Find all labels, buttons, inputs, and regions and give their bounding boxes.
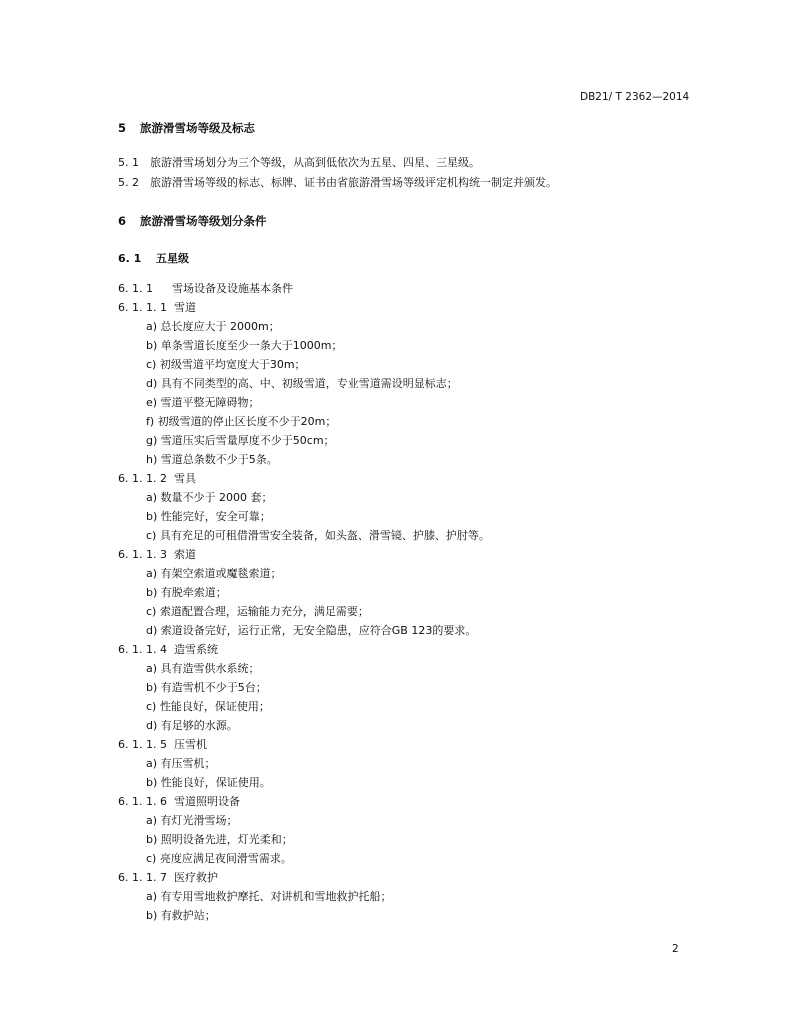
clause-heading: [118, 795, 240, 809]
list-item: d) 有足够的水源。: [146, 719, 238, 732]
list-item: g) 雪道压实后雪量厚度不少于50cm；: [146, 434, 335, 447]
subsection-title: 雪场设备及设施基本条件: [172, 282, 293, 295]
clause-number: 6. 1. 1. 4: [118, 643, 167, 656]
list-item: a) 有架空索道或魔毯索道；: [146, 567, 282, 580]
list-item: e) 雪道平整无障碍物；: [146, 396, 260, 409]
list-item: b) 性能完好，安全可靠；: [146, 510, 271, 523]
list-item: a) 数量不少于 2000 套；: [146, 491, 273, 504]
clause-title: 雪道: [174, 301, 196, 314]
clause-text: 旅游滑雪场划分为三个等级，从高到低依次为五星、四星、三星级。: [150, 156, 480, 169]
list-item: c) 亮度应满足夜间滑雪需求。: [146, 852, 292, 865]
list-item: d) 具有不同类型的高、中、初级雪道，专业雪道需设明显标志；: [146, 377, 458, 390]
section-number: 6: [118, 214, 127, 228]
clause-number: 6. 1. 1. 2: [118, 472, 167, 485]
list-item: a) 总长度应大于 2000m；: [146, 320, 280, 333]
clause-number: 6. 1. 1. 5: [118, 738, 167, 751]
list-item: h) 雪道总条数不少于5条。: [146, 453, 278, 466]
clause-heading: [118, 643, 218, 657]
list-item: c) 性能良好，保证使用；: [146, 700, 270, 713]
clause-title: 雪道照明设备: [174, 795, 240, 808]
list-item: f) 初级雪道的停止区长度不少于20m；: [146, 415, 337, 428]
clause-heading: [118, 301, 196, 315]
list-item: b) 有救护站；: [146, 909, 216, 922]
list-item: a) 有压雪机；: [146, 757, 216, 770]
clause-title: 压雪机: [174, 738, 207, 751]
document-code: DB21/ T 2362—2014: [580, 91, 690, 103]
clause-number: 6. 1. 1. 3: [118, 548, 167, 561]
list-item: c) 具有充足的可租借滑雪安全装备，如头盔、滑雪镜、护膝、护肘等。: [146, 529, 490, 542]
clause-5-1: [118, 156, 480, 170]
list-item: a) 具有造雪供水系统；: [146, 662, 260, 675]
list-item: b) 有脱牵索道；: [146, 586, 227, 599]
page-number: 2: [672, 943, 679, 955]
section-number: 5: [118, 121, 127, 135]
subsection-number: 6. 1. 1: [118, 282, 153, 295]
list-item: c) 初级雪道平均宽度大于30m；: [146, 358, 306, 371]
list-item: b) 照明设备先进，灯光柔和；: [146, 833, 293, 846]
clause-number: 5. 1: [118, 156, 139, 169]
list-item: d) 索道设备完好，运行正常，无安全隐患，应符合GB 123的要求。: [146, 624, 477, 637]
clause-heading: [118, 871, 218, 885]
clause-number: 6. 1. 1. 7: [118, 871, 167, 884]
list-item: a) 有专用雪地救护摩托、对讲机和雪地救护托船；: [146, 890, 392, 903]
clause-title: 雪具: [174, 472, 196, 485]
list-item: b) 性能良好，保证使用。: [146, 776, 271, 789]
clause-number: 6. 1. 1. 6: [118, 795, 167, 808]
section-title: 旅游滑雪场等级及标志: [140, 121, 256, 135]
list-item: c) 索道配置合理，运输能力充分，满足需要；: [146, 605, 369, 618]
clause-title: 医疗救护: [174, 871, 218, 884]
clause-5-2: [118, 176, 557, 190]
clause-heading: [118, 548, 196, 562]
clause-number: 6. 1. 1. 1: [118, 301, 167, 314]
subsection-6-1-1-heading: [118, 282, 293, 296]
list-item: a) 有灯光滑雪场；: [146, 814, 238, 827]
clause-text: 旅游滑雪场等级的标志、标牌、证书由省旅游滑雪场等级评定机构统一制定并颁发。: [150, 176, 557, 189]
section-5-heading: [118, 121, 255, 135]
subsection-6-1-heading: [118, 252, 189, 266]
list-item: b) 有造雪机不少于5台；: [146, 681, 267, 694]
clause-title: 造雪系统: [174, 643, 218, 656]
clause-heading: [118, 738, 207, 752]
list-item: b) 单条雪道长度至少一条大于1000m；: [146, 339, 343, 352]
section-title: 旅游滑雪场等级划分条件: [140, 214, 267, 228]
clause-title: 索道: [174, 548, 196, 561]
clause-heading: [118, 472, 196, 486]
clause-number: 5. 2: [118, 176, 139, 189]
subsection-title: 五星级: [156, 252, 189, 265]
subsection-number: 6. 1: [118, 252, 142, 265]
section-6-heading: [118, 214, 267, 228]
